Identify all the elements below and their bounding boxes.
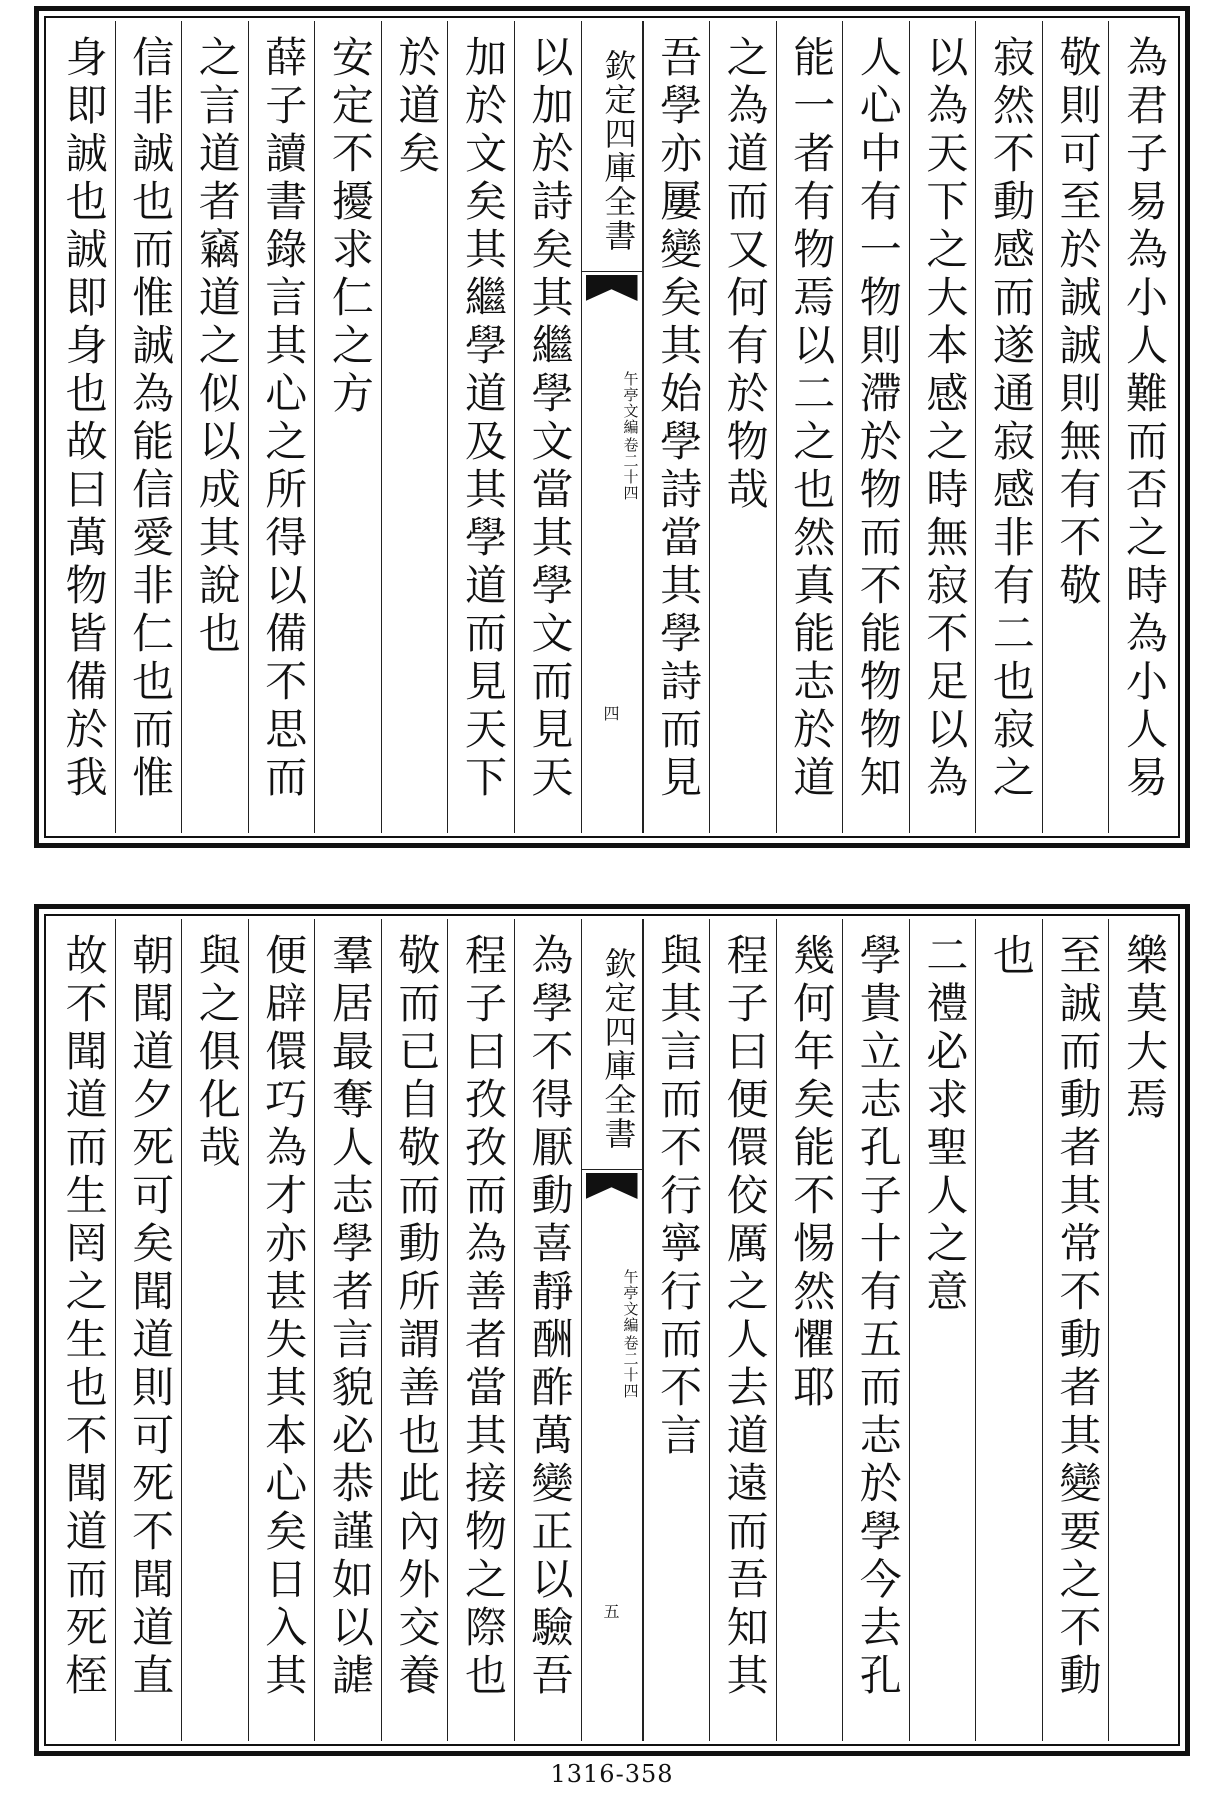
text-column: 幾何年矣能不惕然懼耶 bbox=[776, 919, 843, 1741]
text-column: 之為道而又何有於物哉 bbox=[709, 21, 776, 833]
text-column: 寂然不動感而遂通寂感非有二也寂之 bbox=[975, 21, 1042, 833]
text-column: 與其言而不行寧行而不言 bbox=[643, 919, 710, 1741]
catalog-number: 1316-358 bbox=[550, 1760, 674, 1788]
text-column: 學貴立志孔子十有五而志於學今去孔 bbox=[842, 919, 909, 1741]
volume-info bbox=[582, 1269, 642, 1399]
text-column: 能一者有物焉以二之也然真能志於道 bbox=[776, 21, 843, 833]
text-column: 於道矣 bbox=[381, 21, 448, 833]
text-column: 也 bbox=[975, 919, 1042, 1741]
text-column: 人心中有一物則滯於物而不能物物知 bbox=[842, 21, 909, 833]
text-column: 為君子易為小人難而否之時為小人易 bbox=[1108, 21, 1175, 833]
text-column: 敬則可至於誠誠則無有不敬 bbox=[1042, 21, 1109, 833]
lower-columns bbox=[49, 919, 1175, 1741]
text-column: 敬而已自敬而動所謂善也此內外交養 bbox=[381, 919, 448, 1741]
volume-number: 卷二十四 bbox=[621, 437, 640, 501]
center-fold-column bbox=[581, 919, 643, 1741]
text-column: 以加於詩矣其繼學文當其學文而見天 bbox=[514, 21, 581, 833]
text-column: 吾學亦屢變矣其始學詩當其學詩而見 bbox=[643, 21, 710, 833]
text-column: 信非誠也而惟誠為能信愛非仁也而惟 bbox=[115, 21, 182, 833]
page-upper bbox=[34, 6, 1190, 848]
text-column: 羣居最奪人志學者言貌必恭謹如以謔 bbox=[314, 919, 381, 1741]
text-column: 之言道者竊道之似以成其說也 bbox=[181, 21, 248, 833]
fish-tail-mark bbox=[586, 275, 638, 301]
text-column: 薛子讀書錄言其心之所得以備不思而 bbox=[248, 21, 315, 833]
text-column: 身即誠也誠即身也故曰萬物皆備於我 bbox=[59, 35, 109, 803]
work-title: 午亭文編 bbox=[621, 1269, 640, 1333]
book-title: 欽定四庫全書 bbox=[582, 31, 642, 272]
text-column: 二禮必求聖人之意 bbox=[909, 919, 976, 1741]
page-number: 五 bbox=[603, 1602, 620, 1621]
work-title: 午亭文編 bbox=[621, 371, 640, 435]
fish-tail-mark bbox=[586, 1173, 638, 1199]
text-column: 以為天下之大本感之時無寂不足以為 bbox=[909, 21, 976, 833]
text-column: 為學不得厭動喜靜酬酢萬變正以驗吾 bbox=[514, 919, 581, 1741]
text-column: 朝聞道夕死可矣聞道則可死不聞道直 bbox=[115, 919, 182, 1741]
text-column: 樂莫大焉 bbox=[1108, 919, 1175, 1741]
text-column: 便辟儇巧為才亦甚失其本心矣日入其 bbox=[248, 919, 315, 1741]
text-column: 加於文矣其繼學道及其學道而見天下 bbox=[447, 21, 514, 833]
text-column: 故不聞道而生罔之生也不聞道而死桎 bbox=[59, 933, 109, 1701]
text-column: 程子曰便儇佼厲之人去道遠而吾知其 bbox=[709, 919, 776, 1741]
page-number: 四 bbox=[603, 704, 620, 723]
book-title: 欽定四庫全書 bbox=[582, 929, 642, 1170]
upper-columns bbox=[49, 21, 1175, 833]
center-fold-column bbox=[581, 21, 643, 833]
volume-info bbox=[582, 371, 642, 501]
page-lower bbox=[34, 904, 1190, 1756]
text-column: 安定不擾求仁之方 bbox=[314, 21, 381, 833]
volume-number: 卷二十四 bbox=[621, 1335, 640, 1399]
text-column: 至誠而動者其常不動者其變要之不動 bbox=[1042, 919, 1109, 1741]
text-column: 與之俱化哉 bbox=[181, 919, 248, 1741]
text-column: 程子曰孜孜而為善者當其接物之際也 bbox=[447, 919, 514, 1741]
